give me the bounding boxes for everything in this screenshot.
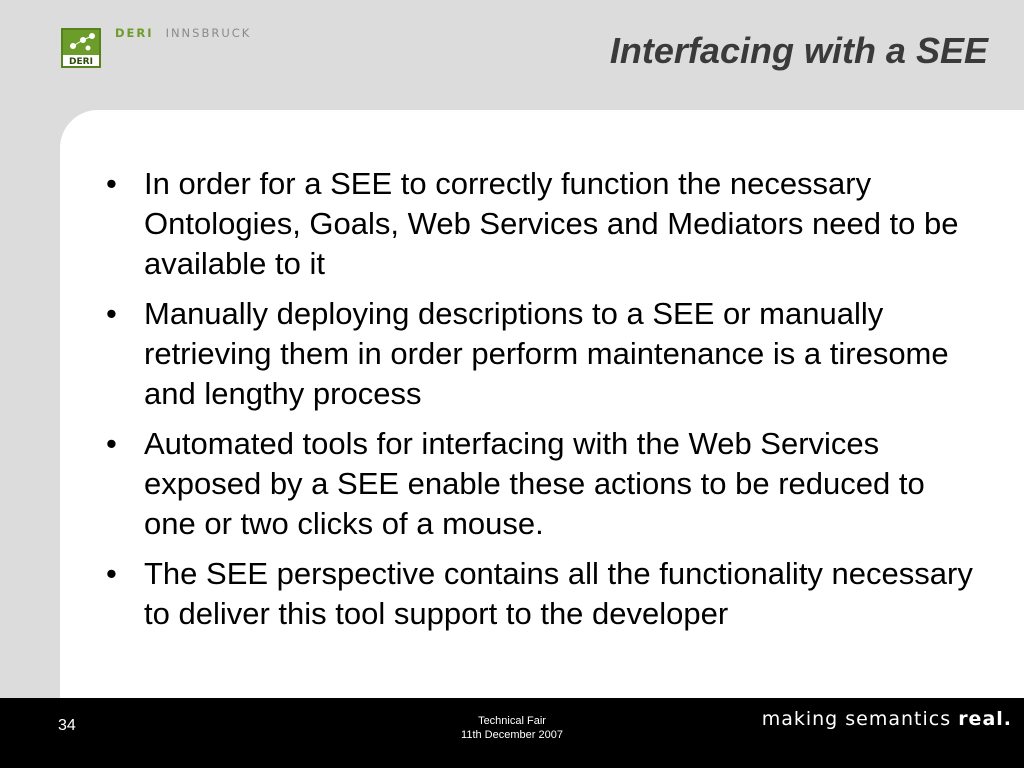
bullet-text: The SEE perspective contains all the functionality necessary to deliver this tool support to the developer bbox=[144, 556, 973, 631]
page-number: 34 bbox=[58, 717, 76, 734]
tagline-bold: real. bbox=[958, 708, 1012, 730]
bullet-text: In order for a SEE to correctly function the necessary Ontologies, Goals, Web Services and Mediators need to be available to it bbox=[144, 166, 959, 281]
bullet-item bbox=[104, 294, 974, 414]
tagline-light: making semantics bbox=[761, 708, 952, 730]
event-name: Technical Fair bbox=[478, 715, 546, 727]
slide-title: Interfacing with a SEE bbox=[609, 30, 988, 71]
bullet-text: Automated tools for interfacing with the Web Services exposed by a SEE enable these actions to be reduced to one or two clicks of a mouse. bbox=[144, 426, 925, 541]
event-date: 11th December 2007 bbox=[461, 729, 563, 741]
event-info bbox=[412, 714, 612, 742]
tagline bbox=[762, 708, 1012, 730]
bullet-icon: • bbox=[106, 556, 117, 591]
bullet-item bbox=[104, 424, 974, 544]
bullet-icon: • bbox=[106, 426, 117, 461]
bullet-item bbox=[104, 164, 974, 284]
bullet-list bbox=[104, 164, 974, 644]
brand-secondary: INNSBRUCK bbox=[165, 26, 252, 40]
brand-name bbox=[115, 26, 251, 40]
bullet-icon: • bbox=[106, 166, 117, 201]
deri-logo-icon bbox=[61, 28, 101, 68]
bullet-icon: • bbox=[106, 296, 117, 331]
brand-primary: DERI bbox=[115, 26, 154, 40]
footer bbox=[0, 698, 1024, 768]
bullet-text: Manually deploying descriptions to a SEE or manually retrieving them in order perform maintenance is a tiresome and lengthy process bbox=[144, 296, 949, 411]
logo-text: DERI bbox=[69, 57, 93, 67]
content-panel bbox=[60, 110, 1024, 698]
bullet-item bbox=[104, 554, 974, 634]
